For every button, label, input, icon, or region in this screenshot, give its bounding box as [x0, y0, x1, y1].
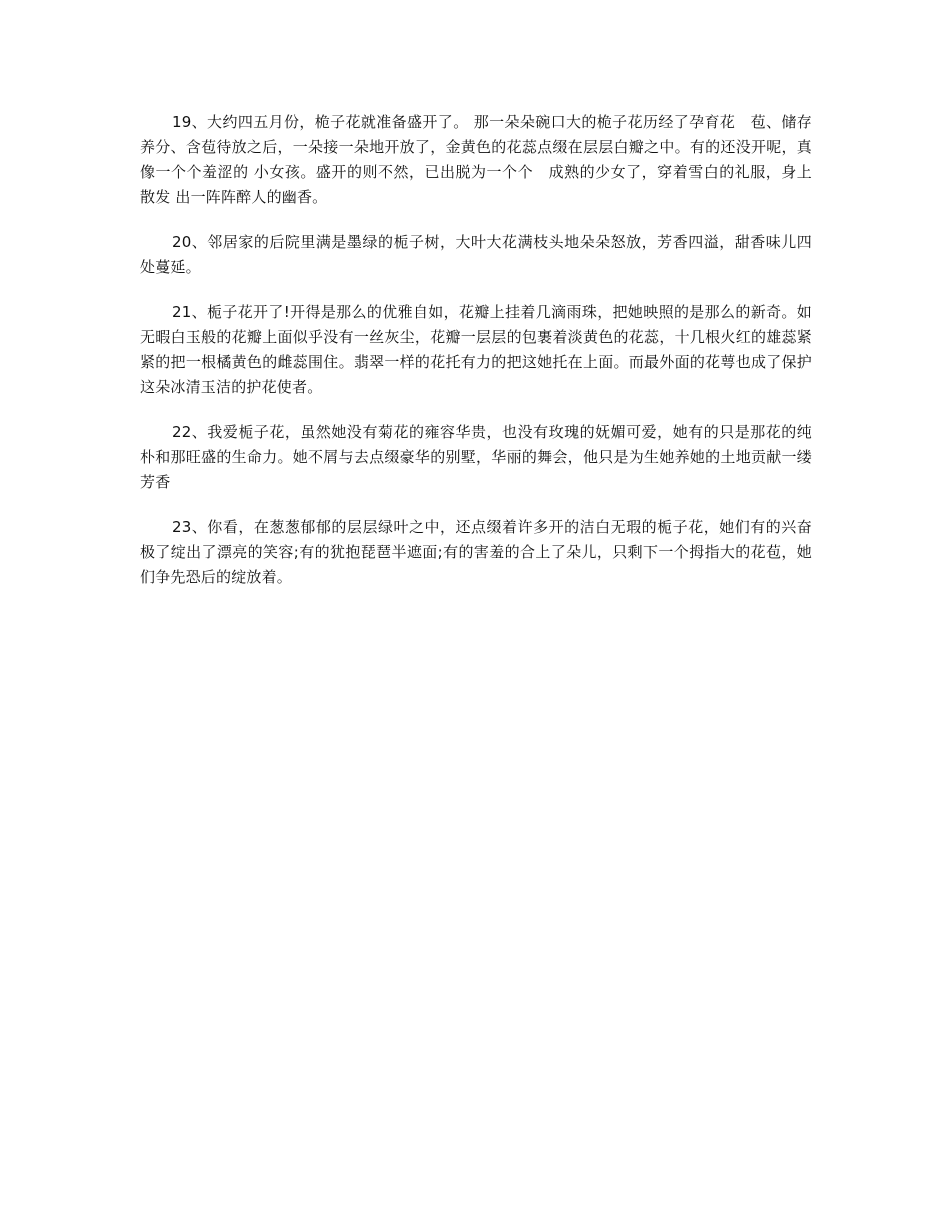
paragraph-21: 21、栀子花开了!开得是那么的优雅自如，花瓣上挂着几滴雨珠，把她映照的是那么的新奇。如无暇白玉般的花瓣上面似乎没有一丝灰尘，花瓣一层层的包裹着淡黄色的花蕊，十几根火红的雄蕊紧紧的把一根橘黄色的雌蕊围住。翡翠一样的花托有力的把这她托在上面。而最外面的花萼也成了保护这朵冰清玉洁的护花使者。: [140, 303, 812, 396]
paragraph-20: 20、邻居家的后院里满是墨绿的栀子树，大叶大花满枝头地朵朵怒放，芳香四溢，甜香味儿四处蔓延。: [140, 233, 812, 276]
paragraph-22: 22、我爱栀子花，虽然她没有菊花的雍容华贵，也没有玫瑰的妩媚可爱，她有的只是那花的纯朴和那旺盛的生命力。她不屑与去点缀豪华的别墅，华丽的舞会，他只是为生她养她的土地贡献一缕芳香: [140, 423, 812, 491]
document-body: [140, 110, 812, 610]
paragraph-19: 19、大约四五月份，桅子花就准备盛开了。 那一朵朵碗口大的桅子花历经了孕育花 苞、储存养分、含苞待放之后，一朵接一朵地开放了，金黄色的花蕊点缀在层层白瓣之中。有的还没开呢，真像一个个羞涩的 小女孩。盛开的则不然，已出脱为一个个 成熟的少女了，穿着雪白的礼服，身上散发 出一阵阵醉人的幽香。: [140, 113, 812, 206]
paragraph-23: 23、你看，在葱葱郁郁的层层绿叶之中，还点缀着许多开的洁白无瑕的栀子花，她们有的兴奋极了绽出了漂亮的笑容;有的犹抱琵琶半遮面;有的害羞的合上了朵儿，只剩下一个拇指大的花苞，她们争先恐后的绽放着。: [140, 518, 812, 586]
